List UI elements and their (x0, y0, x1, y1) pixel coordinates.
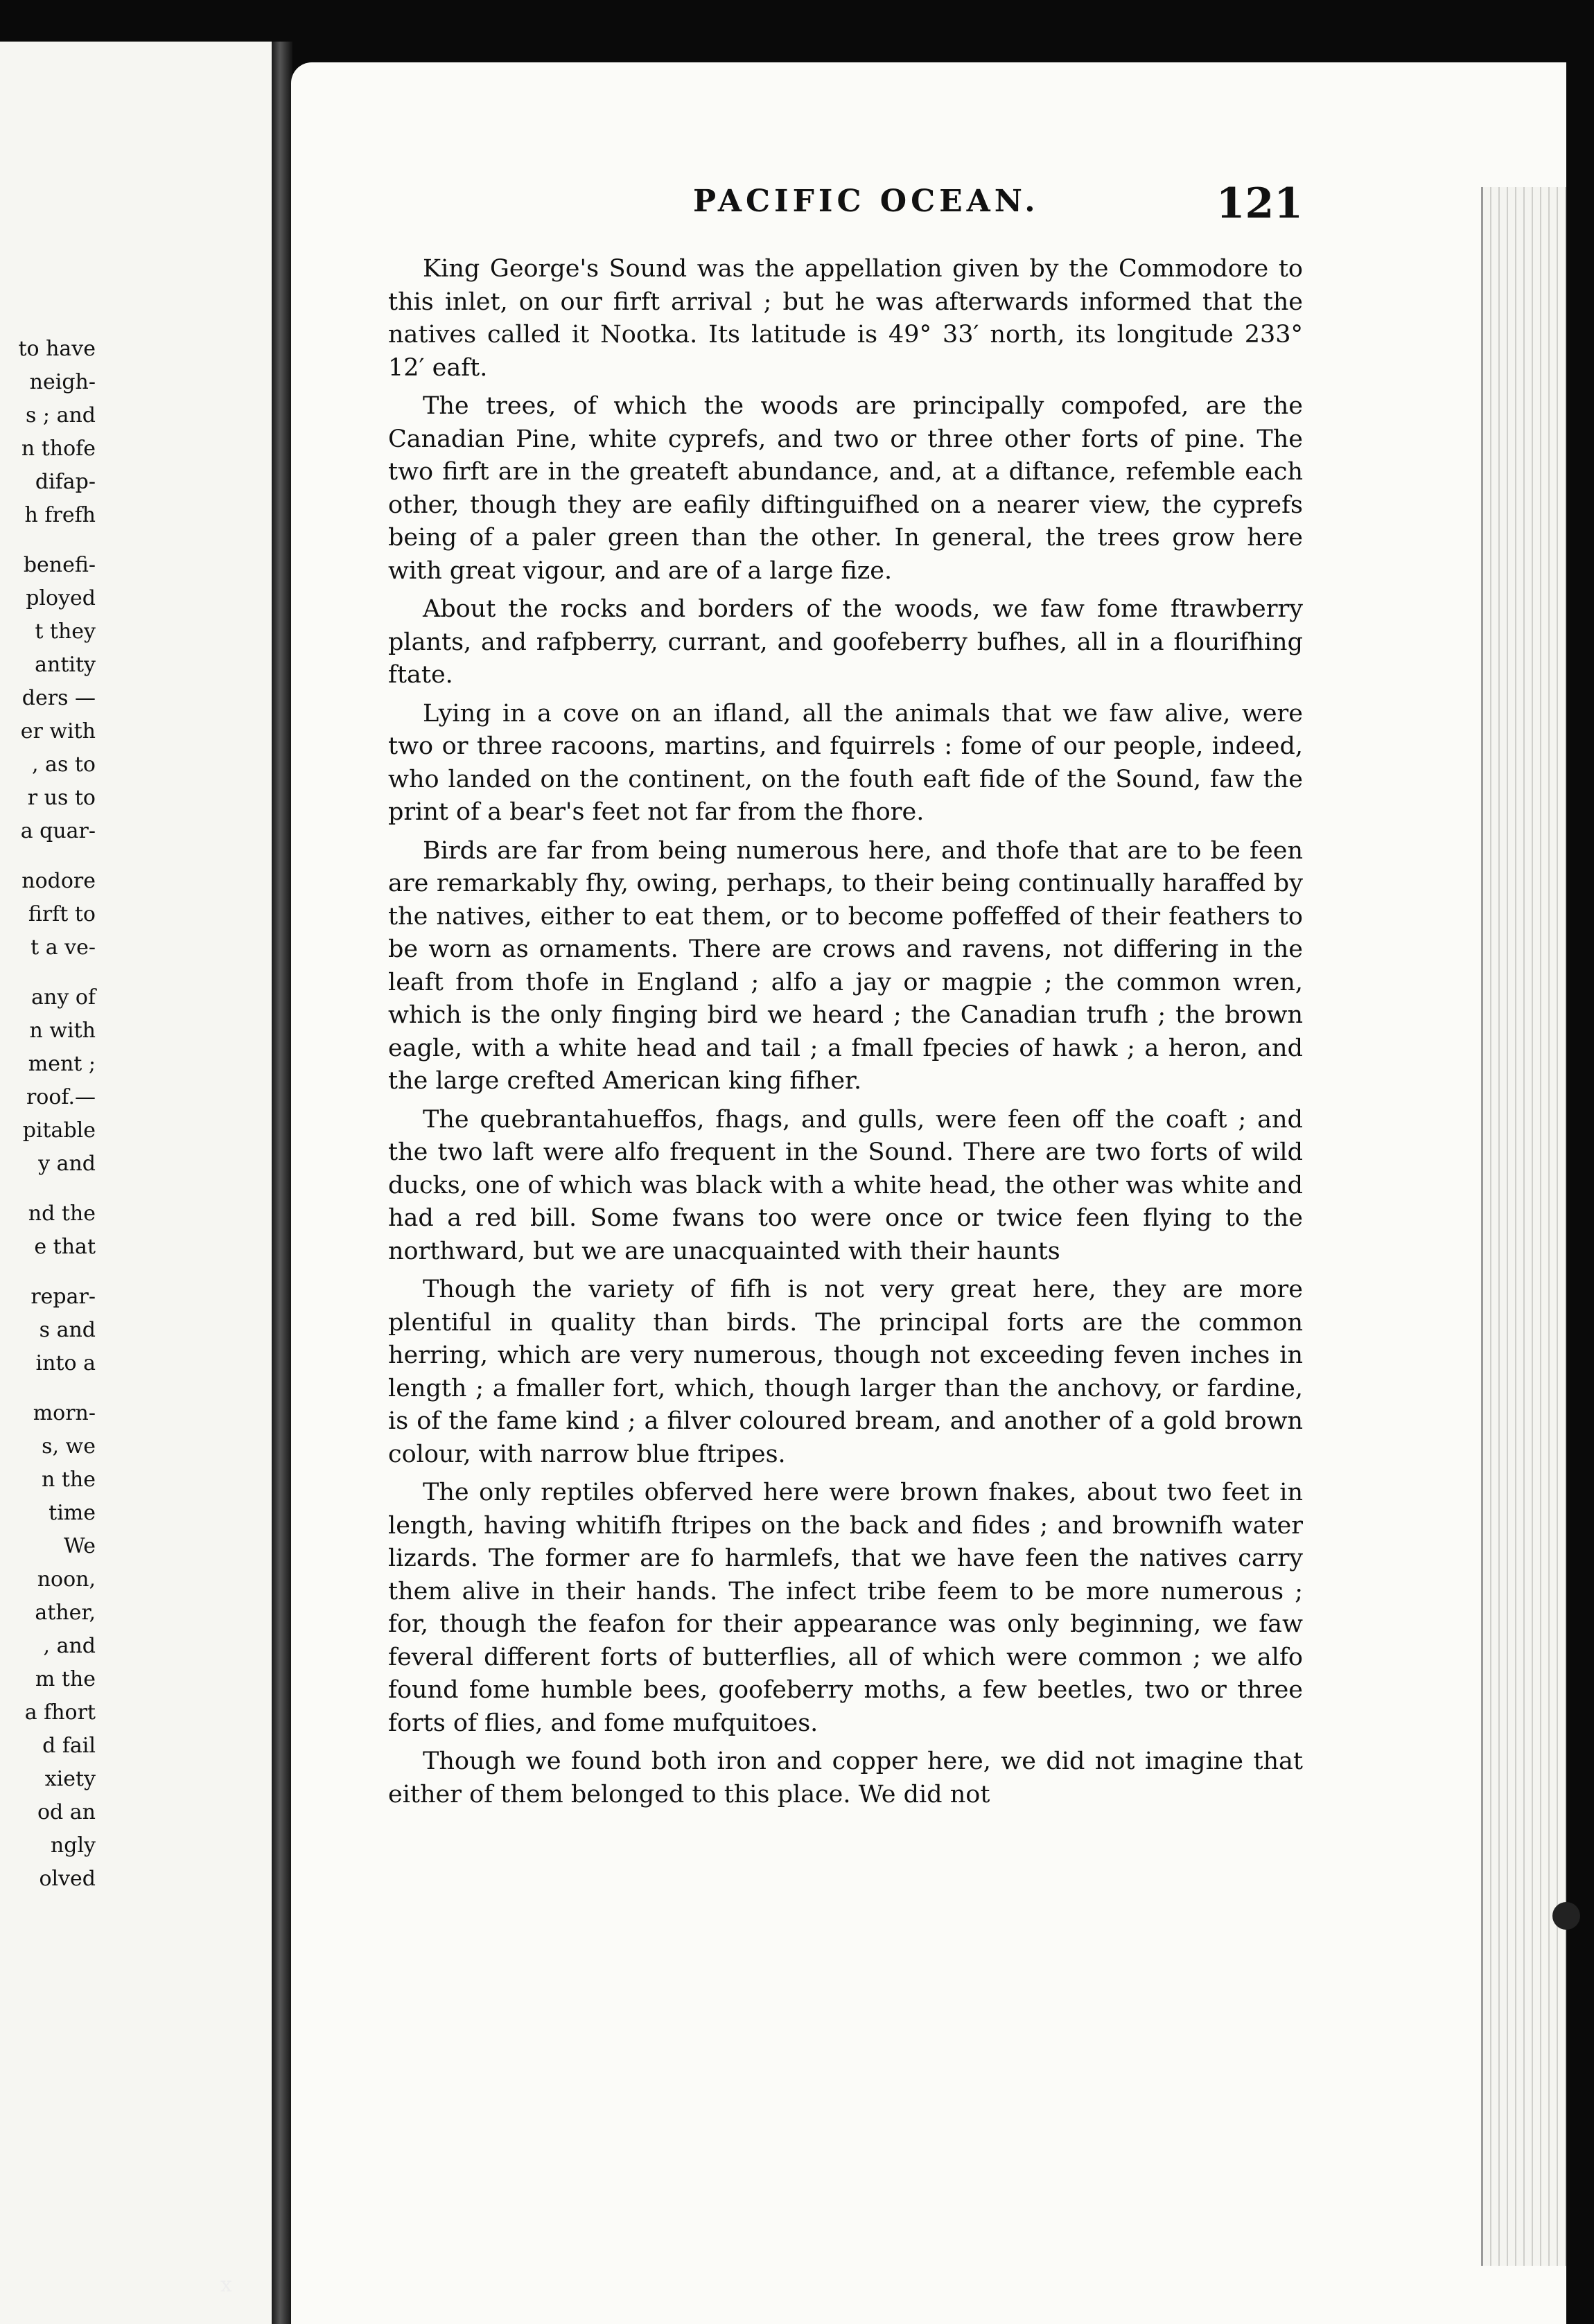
left-fragment-line: nodore (21, 869, 96, 893)
page-header (402, 179, 1303, 239)
paragraph-metals: Though we found both iron and copper here, we did not imagine that either of them belonged to this place. We did not (388, 1748, 1303, 1808)
left-fragment-line: ders — (21, 686, 96, 710)
ink-blot (1552, 1902, 1580, 1930)
left-fragment-line: d fail (42, 1734, 96, 1758)
left-fragment-line (0, 965, 96, 981)
left-fragment-line: , as to (31, 752, 96, 777)
left-page-text-fragments (0, 333, 96, 1896)
left-fragment-line: repar- (30, 1285, 96, 1309)
book-gutter (272, 42, 292, 2324)
running-head: PACIFIC OCEAN. (693, 184, 1040, 219)
page-body (388, 253, 1303, 1817)
left-fragment-line: r us to (27, 786, 96, 810)
left-fragment-line: n thofe (21, 437, 96, 461)
left-fragment-line: s ; and (26, 403, 96, 428)
paragraph-birds: Birds are far from being numerous here, and thofe that are to be feen are remarkably fhy, owing, perhaps, to their being continually haraffed by the natives, either to eat them, or to become poffeffed of their feathers to be worn as ornaments. There are crows and ravens, not differing in the leaft from thofe in England ; alfo a jay or magpie ; the common wren, which is the only finging bird we heard ; the Canadian trufh ; the brown eagle, with a white head and tail ; a fmall fpecies of hawk ; a heron, and the large crefted American king fifher. (388, 836, 1303, 1095)
left-fragment-line: ployed (26, 586, 96, 610)
left-fragment-line: t a ve- (30, 935, 96, 960)
page-number: 121 (1216, 179, 1303, 228)
left-fragment-line: od an (37, 1800, 96, 1824)
left-fragment-line (0, 532, 96, 549)
left-fragment-line: m the (35, 1667, 96, 1691)
left-fragment-line: ather, (35, 1601, 96, 1625)
left-fragment-line: time (49, 1501, 96, 1525)
paragraph-fish: Though the variety of fifh is not very great here, they are more plentiful in quality than birds. The principal forts are the common herring, which are very numerous, though not exceeding feven inches in length ; a fmaller fort, which, though larger than the anchovy, or fardine, is of the fame kind ; a filver coloured bream, and another of a gold brown colour, with narrow blue ftripes. (388, 1276, 1303, 1468)
left-fragment-line: neigh- (29, 370, 96, 394)
footer-mark: x (220, 2273, 232, 2297)
left-fragment-line: t they (35, 619, 96, 644)
left-fragment-line (0, 1380, 96, 1397)
left-fragment-line: n the (42, 1468, 96, 1492)
left-fragment-line: firft to (28, 902, 96, 926)
left-fragment-line: roof.— (26, 1085, 96, 1109)
paragraph-king-georges-sound: King George's Sound was the appellation given by the Commodore to this inlet, on our firft arrival ; but he was afterwards informed that the natives called it Nootka. Its latitude is 49° 33′ north, its longitude 233° 12′ eaft. (388, 255, 1303, 382)
paragraph-trees: The trees, of which the woods are principally compofed, are the Canadian Pine, white cyprefs, and two or three other forts of pine. The two firft are in the greateft abundance, and, at a diftance, refemble each other, though they are eafily diftinguifhed on a nearer view, the cyprefs being of a paler green than the other. In general, the trees grow here with great vigour, and are of a large fize. (388, 392, 1303, 585)
left-fragment-line: difap- (35, 470, 96, 494)
paragraph-plants: About the rocks and borders of the woods, we faw fome ftrawberry plants, and rafpberry, currant, and goofeberry bufhes, all in a flourifhing ftate. (388, 595, 1303, 689)
left-fragment-line: antity (35, 653, 96, 677)
left-fragment-line: pitable (22, 1118, 96, 1143)
left-fragment-line: s, we (42, 1434, 96, 1459)
left-fragment-line: er with (20, 719, 96, 743)
left-fragment-line: to have (18, 337, 96, 361)
left-fragment-line: h frefh (24, 503, 96, 527)
left-fragment-line: e that (34, 1235, 96, 1259)
left-fragment-line: ment ; (28, 1052, 96, 1076)
left-facing-page (0, 42, 281, 2324)
left-fragment-line: nd the (28, 1201, 96, 1226)
left-fragment-line (0, 848, 96, 865)
left-fragment-line: noon, (37, 1567, 96, 1592)
left-fragment-line: We (63, 1534, 96, 1558)
left-fragment-line: olved (39, 1867, 96, 1891)
left-fragment-line: s and (39, 1318, 96, 1342)
left-fragment-line: morn- (33, 1401, 96, 1425)
left-fragment-line: y and (38, 1152, 96, 1176)
left-fragment-line: ngly (50, 1833, 96, 1858)
page-edges (1481, 187, 1566, 2266)
left-fragment-line: any of (31, 985, 96, 1010)
left-fragment-line: n with (29, 1019, 96, 1043)
left-fragment-line: into a (35, 1351, 96, 1375)
left-fragment-line: a quar- (20, 819, 96, 843)
left-fragment-line: , and (43, 1634, 96, 1658)
paragraph-animals: Lying in a cove on an ifland, all the animals that we faw alive, were two or three racoons, martins, and fquirrels : fome of our people, indeed, who landed on the continent, on the fouth eaft fide of the Sound, faw the print of a bear's feet not far from the fhore. (388, 699, 1303, 826)
left-fragment-line (0, 1181, 96, 1197)
left-fragment-line (0, 1264, 96, 1280)
paragraph-sea-birds: The quebrantahueffos, fhags, and gulls, were feen off the coaft ; and the two laft were alfo frequent in the Sound. There are two forts of wild ducks, one of which was black with a white head, the other was white and had a red bill. Some fwans too were once or twice feen flying to the northward, but we are unacquainted with their haunts (388, 1105, 1303, 1265)
paragraph-reptiles: The only reptiles obferved here were brown fnakes, about two feet in length, having whitifh ftripes on the back and fides ; and brownifh water lizards. The former are fo harmlefs, that we have feen the natives carry them alive in their hands. The infect tribe feem to be more numerous ; for, though the feafon for their appearance was only beginning, we faw feveral different forts of butterflies, all of which were common ; we alfo found fome humble bees, goofeberry moths, a few beetles, two or three forts of flies, and fome mufquitoes. (388, 1479, 1303, 1737)
left-fragment-line: xiety (44, 1767, 96, 1791)
left-fragment-line: a fhort (24, 1700, 96, 1725)
left-fragment-line: benefi- (23, 553, 96, 577)
